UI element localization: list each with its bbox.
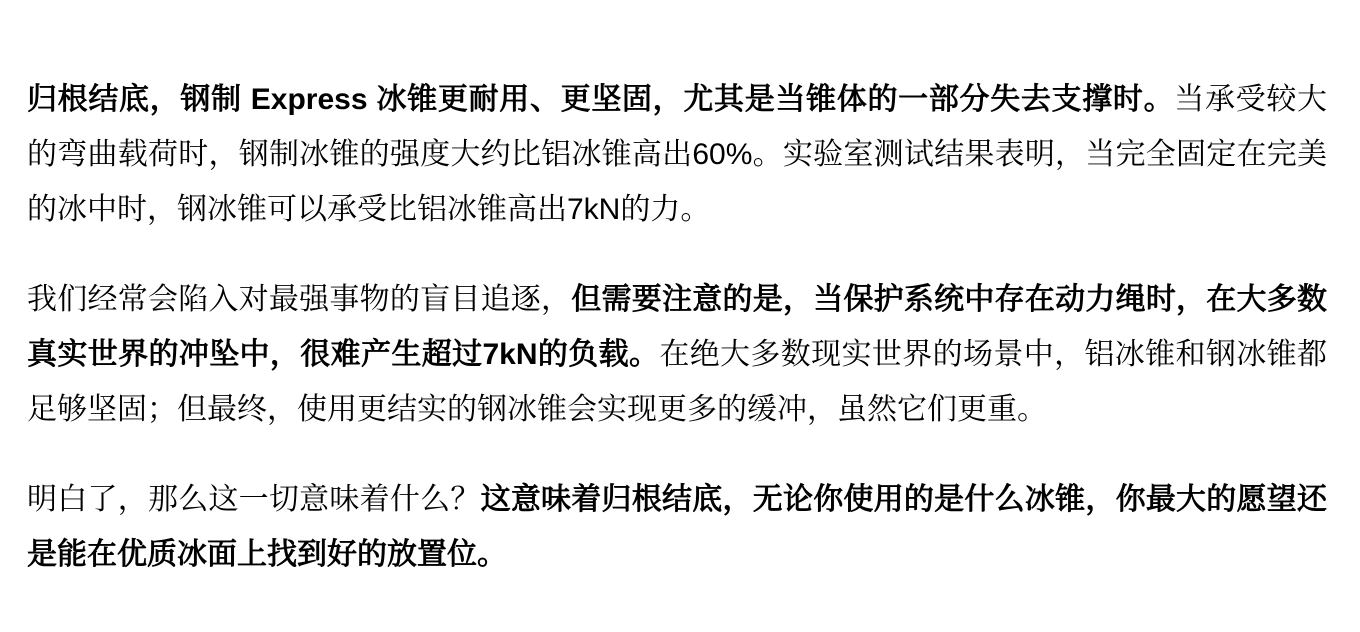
text-run: 我们经常会陷入对最强事物的盲目追逐，: [27, 283, 572, 316]
paragraph-conclusion: [27, 472, 1327, 582]
text-run: 当承受较大的弯曲载荷时，钢制冰锥的强度大约比铝冰锥高出: [27, 83, 1328, 171]
paragraph-real-world-loads: [27, 272, 1327, 437]
text-run: 的力。: [620, 193, 711, 226]
text-run: 在绝大多数现实世界的场景中，铝冰锥和钢冰锥都足够坚固；但最终，使用更结实的钢冰锥会实现更多的缓冲，虽然它们更重。: [27, 338, 1327, 426]
text-run: 。实验室测试结果表明，当完全固定在完美的冰中时，钢冰锥可以承受比铝冰锥高出: [27, 138, 1328, 226]
text-run: 7kN: [567, 193, 621, 226]
paragraph-steel-express-durability: [27, 72, 1327, 237]
text-run: 明白了，那么这一切意味着什么？: [27, 483, 481, 516]
text-run: 但需要注意的是，当保护系统中存在动力绳时，在大多数真实世界的冲坠中，很难产生超过7kN的负载。: [27, 283, 1328, 371]
text-run: 归根结底，钢制 Express 冰锥更耐用、更坚固，尤其是当锥体的一部分失去支撑时。: [27, 83, 1175, 116]
text-run: 这意味着归根结底，无论你使用的是什么冰锥，你最大的愿望还是能在优质冰面上找到好的放置位。: [27, 483, 1328, 571]
text-run: 60%: [692, 138, 753, 171]
